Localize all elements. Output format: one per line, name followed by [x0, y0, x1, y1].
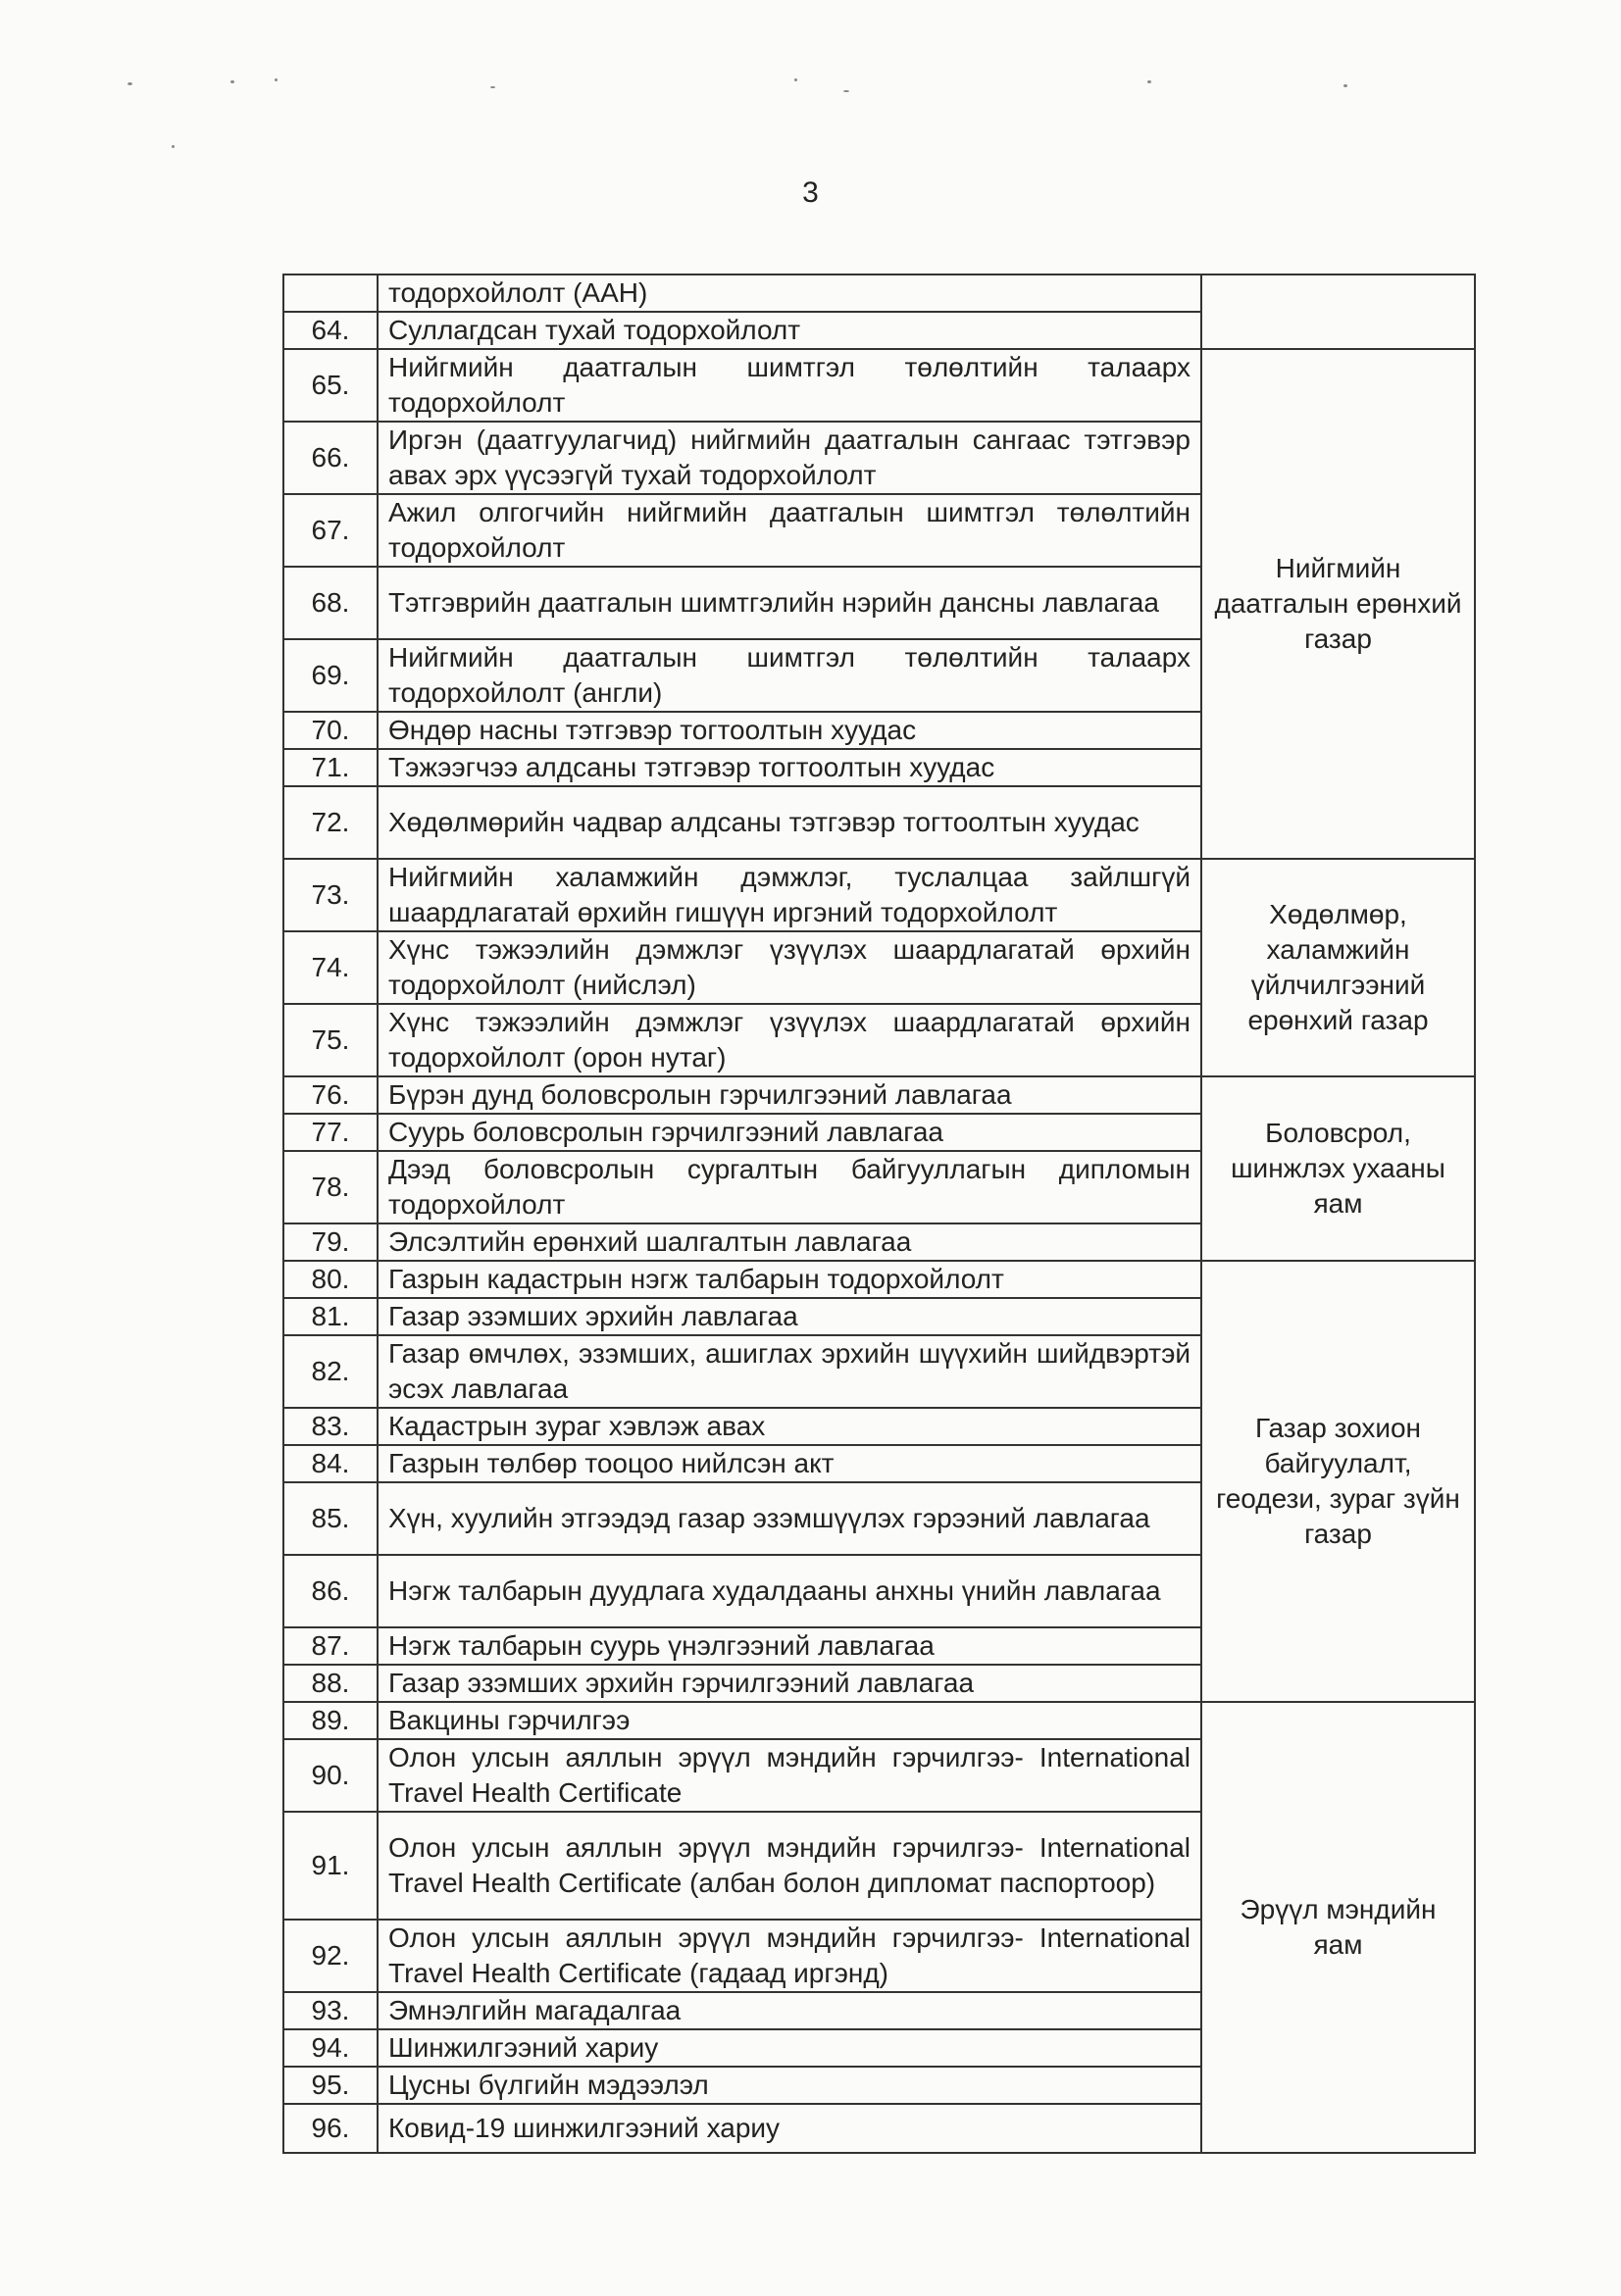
service-name: Газар эзэмших эрхийн лавлагаа: [378, 1298, 1201, 1335]
row-number: 88.: [283, 1665, 378, 1702]
page-number: 3: [802, 176, 819, 209]
row-number: 72.: [283, 786, 378, 859]
table-row: [283, 1702, 1475, 1739]
service-name: Хүнс тэжээлийн дэмжлэг үзүүлэх шаардлагатай өрхийн тодорхойлолт (нийслэл): [378, 931, 1201, 1004]
table-row: [283, 349, 1475, 422]
responsible-organization: Хөдөлмөр, халамжийн үйлчилгээний ерөнхий газар: [1201, 859, 1475, 1076]
row-number: 91.: [283, 1812, 378, 1920]
responsible-organization: [1201, 275, 1475, 349]
service-name: Хүн, хуулийн этгээдэд газар эзэмшүүлэх гэрээний лавлагаа: [378, 1482, 1201, 1555]
service-name: Кадастрын зураг хэвлэж авах: [378, 1408, 1201, 1445]
scan-speck: [230, 80, 234, 83]
service-name: Эмнэлгийн магадалгаа: [378, 1992, 1201, 2029]
service-name: Цусны бүлгийн мэдээлэл: [378, 2067, 1201, 2104]
row-number: 90.: [283, 1739, 378, 1812]
row-number: [283, 275, 378, 312]
row-number: 93.: [283, 1992, 378, 2029]
service-name: Бүрэн дунд боловсролын гэрчилгээний лавлагаа: [378, 1076, 1201, 1114]
responsible-organization: Газар зохион байгуулалт, геодези, зураг зүйн газар: [1201, 1261, 1475, 1702]
service-name: Элсэлтийн ерөнхий шалгалтын лавлагаа: [378, 1223, 1201, 1261]
row-number: 85.: [283, 1482, 378, 1555]
table-row: [283, 859, 1475, 931]
row-number: 83.: [283, 1408, 378, 1445]
row-number: 81.: [283, 1298, 378, 1335]
services-table: [282, 274, 1476, 2154]
scan-speck: [490, 86, 495, 88]
row-number: 64.: [283, 312, 378, 349]
table-row: [283, 275, 1475, 312]
service-name: Өндөр насны тэтгэвэр тогтоолтын хуудас: [378, 712, 1201, 749]
service-name: Иргэн (даатгуулагчид) нийгмийн даатгалын сангаас тэтгэвэр авах эрх үүсээгүй тухай тодорхойлолт: [378, 422, 1201, 494]
row-number: 80.: [283, 1261, 378, 1298]
row-number: 68.: [283, 567, 378, 639]
row-number: 86.: [283, 1555, 378, 1627]
scan-speck: [172, 145, 175, 148]
service-name: Газрын төлбөр тооцоо нийлсэн акт: [378, 1445, 1201, 1482]
scan-speck: [1343, 84, 1347, 87]
row-number: 71.: [283, 749, 378, 786]
service-name: Хүнс тэжээлийн дэмжлэг үзүүлэх шаардлагатай өрхийн тодорхойлолт (орон нутаг): [378, 1004, 1201, 1076]
table-row: [283, 1076, 1475, 1114]
row-number: 66.: [283, 422, 378, 494]
service-name: Нийгмийн даатгалын шимтгэл төлөлтийн талаарх тодорхойлолт: [378, 349, 1201, 422]
service-name: Олон улсын аяллын эрүүл мэндийн гэрчилгээ- International Travel Health Certificate (албан болон дипломат паспортоор): [378, 1812, 1201, 1920]
row-number: 92.: [283, 1920, 378, 1992]
row-number: 75.: [283, 1004, 378, 1076]
service-name: Нэгж талбарын суурь үнэлгээний лавлагаа: [378, 1627, 1201, 1665]
service-name: Газар өмчлөх, эзэмших, ашиглах эрхийн шүүхийн шийдвэртэй эсэх лавлагаа: [378, 1335, 1201, 1408]
responsible-organization: Нийгмийн даатгалын ерөнхий газар: [1201, 349, 1475, 859]
service-name: Нийгмийн халамжийн дэмжлэг, туслалцаа зайлшгүй шаардлагатай өрхийн гишүүн иргэний тодорхойлолт: [378, 859, 1201, 931]
row-number: 79.: [283, 1223, 378, 1261]
row-number: 70.: [283, 712, 378, 749]
row-number: 73.: [283, 859, 378, 931]
row-number: 84.: [283, 1445, 378, 1482]
scan-speck: [843, 90, 849, 92]
row-number: 67.: [283, 494, 378, 567]
row-number: 76.: [283, 1076, 378, 1114]
row-number: 78.: [283, 1151, 378, 1223]
service-name: Ковид-19 шинжилгээний хариу: [378, 2104, 1201, 2153]
scan-speck: [794, 78, 797, 81]
service-name: Вакцины гэрчилгээ: [378, 1702, 1201, 1739]
service-name: Шинжилгээний хариу: [378, 2029, 1201, 2067]
scan-speck: [275, 78, 278, 81]
row-number: 96.: [283, 2104, 378, 2153]
service-name: Суллагдсан тухай тодорхойлолт: [378, 312, 1201, 349]
table-row: [283, 1261, 1475, 1298]
service-name: Ажил олгогчийн нийгмийн даатгалын шимтгэл төлөлтийн тодорхойлолт: [378, 494, 1201, 567]
service-name: Дээд боловсролын сургалтын байгууллагын дипломын тодорхойлолт: [378, 1151, 1201, 1223]
row-number: 74.: [283, 931, 378, 1004]
responsible-organization: Боловсрол, шинжлэх ухааны яам: [1201, 1076, 1475, 1261]
responsible-organization: Эрүүл мэндийн яам: [1201, 1702, 1475, 2153]
service-name: Нийгмийн даатгалын шимтгэл төлөлтийн талаарх тодорхойлолт (англи): [378, 639, 1201, 712]
row-number: 94.: [283, 2029, 378, 2067]
service-name: Тэжээгчээ алдсаны тэтгэвэр тогтоолтын хуудас: [378, 749, 1201, 786]
service-name: Суурь боловсролын гэрчилгээний лавлагаа: [378, 1114, 1201, 1151]
service-name: Газар эзэмших эрхийн гэрчилгээний лавлагаа: [378, 1665, 1201, 1702]
scan-speck: [127, 82, 132, 85]
service-name: Тэтгэврийн даатгалын шимтгэлийн нэрийн дансны лавлагаа: [378, 567, 1201, 639]
row-number: 95.: [283, 2067, 378, 2104]
row-number: 89.: [283, 1702, 378, 1739]
row-number: 77.: [283, 1114, 378, 1151]
row-number: 82.: [283, 1335, 378, 1408]
service-name: Газрын кадастрын нэгж талбарын тодорхойлолт: [378, 1261, 1201, 1298]
service-name: Олон улсын аяллын эрүүл мэндийн гэрчилгээ- International Travel Health Certificate (гадаад иргэнд): [378, 1920, 1201, 1992]
row-number: 65.: [283, 349, 378, 422]
row-number: 69.: [283, 639, 378, 712]
service-name: Нэгж талбарын дуудлага худалдааны анхны үнийн лавлагаа: [378, 1555, 1201, 1627]
row-number: 87.: [283, 1627, 378, 1665]
service-name: Олон улсын аяллын эрүүл мэндийн гэрчилгээ- International Travel Health Certificate: [378, 1739, 1201, 1812]
service-name: Хөдөлмөрийн чадвар алдсаны тэтгэвэр тогтоолтын хуудас: [378, 786, 1201, 859]
scan-speck: [1147, 80, 1151, 83]
service-name: тодорхойлолт (ААН): [378, 275, 1201, 312]
